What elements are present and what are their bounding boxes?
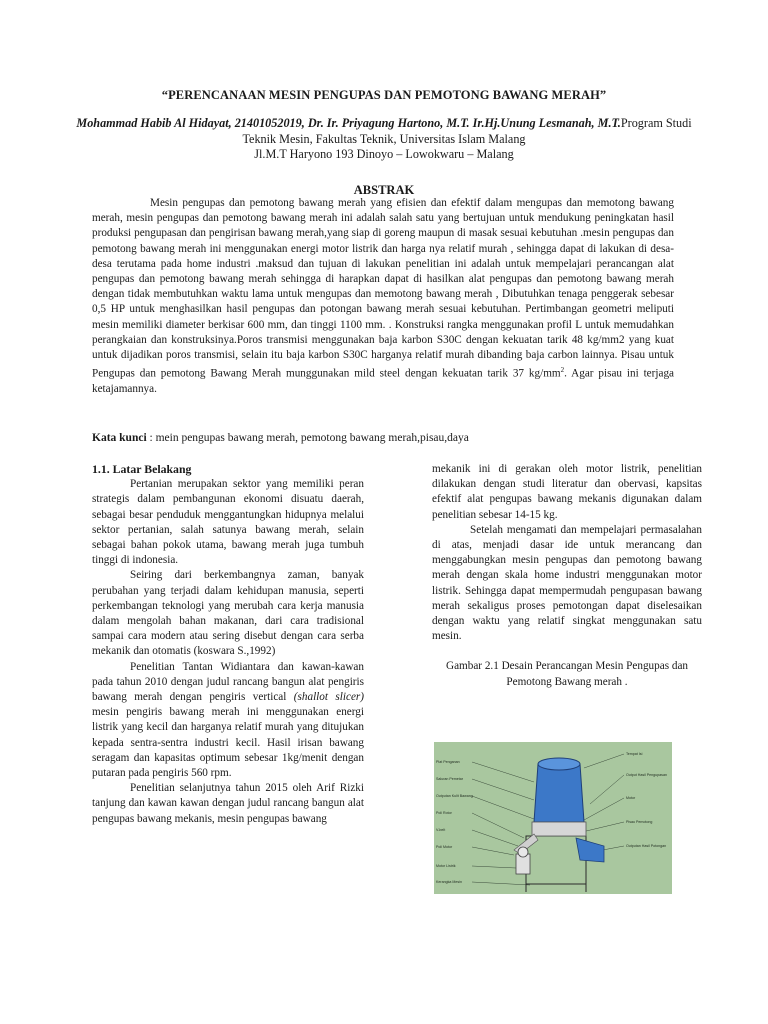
paragraph-2: Seiring dari berkembangnya zaman, banyak perubahan yang terjadi dalam kehidupan manusia, seperti perkembangan teknologi yang merubah cara kerja manusia dalam mengolah bahan makanan, dari cara tradisional sampai cara modern atau sering disebut dengan cara serba mekanik dan otomatis (koswara S.,1992) — [92, 569, 364, 658]
abstract-heading: ABSTRAK — [353, 183, 415, 197]
abstract-paragraph — [92, 196, 674, 397]
label-tempat-isi: Tempat Isi — [626, 752, 643, 756]
paragraph-4: Penelitian selanjutnya tahun 2015 oleh Arif Rizki tanjung dan kawan kawan dengan judul rancang bangun alat pengupas bawang mekanis, mesin pengupas bawang — [92, 782, 364, 825]
section-heading: 1.1. Latar Belakang — [92, 462, 192, 476]
label-kerangka-mesin: Kerangka Mesin — [436, 880, 462, 884]
paragraph-r1: mekanik ini di gerakan oleh motor listrik, penelitian dilakukan dengan studi literatur dan obervasi, kapsitas efektif alat pengupas bawang mekanis digunakan dalam penelitian sebesar 14-15 kg. — [432, 463, 702, 521]
figure-caption: Gambar 2.1 Desain Perancangan Mesin Pengupas dan Pemotong Bawang merah . — [445, 660, 689, 689]
abstract-body — [92, 196, 674, 397]
abstract-superscript: 2 — [560, 366, 565, 375]
machine-illustration — [434, 742, 672, 894]
paragraph-3-b: mesin pengiris bawang merah ini menggunakan energi listrik yang kecil dan harganya relatif murah yang ditujukan kepada sentra-sentra industri kecil. Hasil irisan bawang seragam dan kapasitas optimum sebesar 1kg/menit dengan putaran pada pengiris 560 rpm. — [92, 706, 364, 780]
label-poli-motor: Poli Motor — [436, 845, 453, 849]
paragraph-r2: Setelah mengamati dan mempelajari permasalahan di atas, menjadi dasar ide untuk merancang dan menggabungkan mesin pengupas dan pemotong bawang merah dengan skala home industri menggunakan motor listrik. Sehingga dapat mempermudah pengupasan bawang merah sekaligus proses pemotongan dapat diselesaikan dengan waktu yang relatif singkat menggunakan satu mesin. — [432, 523, 702, 643]
label-motor: Motor — [626, 796, 636, 800]
paragraph-3 — [92, 660, 364, 782]
address: Jl.M.T Haryono 193 Dinoyo – Lowokwaru – Malang — [254, 147, 514, 161]
label-output-pengupasan: Output Hasil Pengupasan — [626, 773, 667, 777]
keywords-line — [92, 432, 692, 444]
label-outputan-kulit: Outputan Kulit Bawang — [436, 794, 473, 798]
paragraph-3-italic: (shallot slicer) — [293, 691, 364, 704]
author-names: Mohammad Habib Al Hidayat, 21401052019, Dr. Ir. Priyagung Hartono, M.T. Ir.Hj.Unung Lesmanah, M.T. — [76, 116, 621, 130]
abstract-text: Mesin pengupas dan pemotong bawang merah yang efisien dan efektif dalam mengupas dan memotong bawang merah, mesin pengupas dan pemotong bawang merah ini adalah salah satu yang bertujuan untuk mendukung peningkatan hasil produksi pengupasan dan pengirisan bawang merah,yang siap di goreng maupun di masak sesuai kebutuhan .mesin pengupas dan pemotong bawang merah ini menggunakan energi motor listrik dan harga nya relatif murah , sehingga dapat di lakukan di desa-desa terutama pada home industri .maksud dan tujuan di lakukan penelitian ini adalah untuk mempelajari perancangan alat pengupas dan pemotong bawang merah sehingga di harapkan dapat di hasilkan alat pengupas dan pemotong bawang merah dengan tidak membutuhkan waktu lama untuk mengupas dan memotong bawang merah , Dibutuhkan tenaga penggerak sebesar 0,5 HP untuk menghasilkan hasil pengupas dan potongan bawang merah sesuai kebutuhan. Pertimbangan geometri meliputi mesin memiliki diameter berkisar 600 mm, dan tinggi 1100 mm. . Konstruksi rangka menggunakan profil L untuk memudahkan perangkaian dan konstruksinya.Poros transmisi menggunakan baja karbon S30C dengan kekuatan tarik 48 kg/mm2 yang kuat untuk dijadikan poros transmisi, selain itu baja karbon S30C harganya relatif murah dibanding baja carbon lainnya. Pisau untuk Pengupas dan pemotong Bawang Merah munggunakan mild steel dengan kekuatan tarik 37 kg/mm — [92, 197, 674, 380]
paragraph-1: Pertanian merupakan sektor yang memiliki peran strategis dalam pembangunan ekonomi disuatu daerah, sebagai besar penduduk menggantungkan hidupnya melalui sektor pertanian, salah satunya bawang merah, selain sebagai bahan pokok utama, bawang merah juga tumbuh tinggi di indonesia. — [92, 478, 364, 567]
label-pisau-pemotong: Pisau Pemotong — [626, 820, 653, 824]
machine-design-figure — [434, 742, 672, 894]
label-v-belt: V-belt — [436, 828, 446, 832]
left-column — [92, 462, 364, 827]
affiliation: Program Studi Teknik Mesin, Fakultas Teknik, Universitas Islam Malang — [242, 116, 692, 146]
keywords-label: Kata kunci — [92, 432, 147, 444]
abstract-end: . Agar pisau ini terjaga ketajamannya. — [92, 367, 675, 396]
label-plat-penganan: Plat Penganan — [436, 760, 460, 764]
label-output-potongan: Outputan Hasil Potongan — [626, 844, 667, 848]
paper-title: “PERENCANAAN MESIN PENGUPAS DAN PEMOTONG BAWANG MERAH” — [161, 88, 607, 102]
keywords-text: : mein pengupas bawang merah, pemotong bawang merah,pisau,daya — [146, 432, 469, 444]
author-block — [60, 116, 708, 163]
paragraph-3-a: Penelitian Tantan Widiantara dan kawan-kawan pada tahun 2010 dengan judul rancang bangun alat pengiris bawang merah dengan pengiris vertical — [92, 660, 364, 704]
label-saluran-pemetar: Saluran Pemetar — [436, 777, 463, 781]
right-column — [432, 462, 702, 690]
label-motor-listrik: Motor Listrik — [436, 864, 456, 868]
label-poli-rotor: Poli Rotor — [436, 811, 452, 815]
